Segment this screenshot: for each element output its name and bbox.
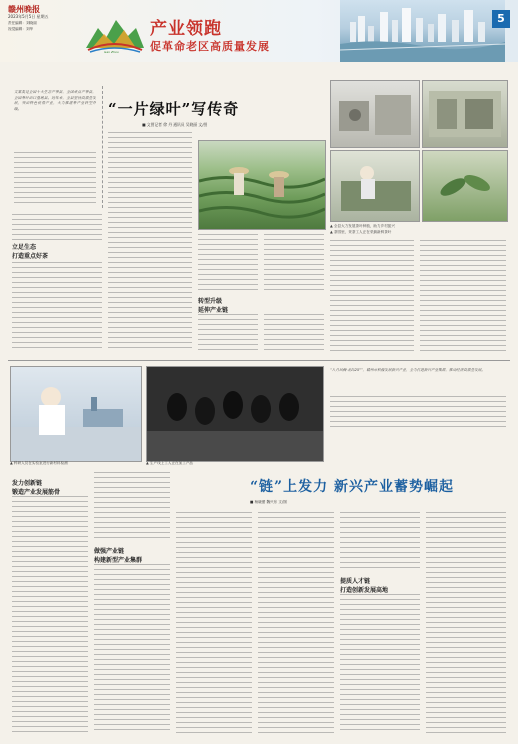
lab-photo (10, 366, 142, 462)
article1-photo-caption-1: ▲ 全县大力发展茶叶种植，助力乡村振兴 (330, 224, 395, 228)
section-divider (8, 360, 510, 361)
article1-col-1 (12, 214, 102, 240)
article1-subhead-1-line2: 打造重点好茶 (12, 253, 49, 260)
article1-subhead-2-line1: 转型升级 (198, 298, 223, 305)
article1-subhead-2 (198, 296, 324, 314)
article2-col-2 (94, 472, 170, 542)
article2-col-1 (12, 496, 88, 734)
article2-photo-caption-2: ▲ 生产线上工人正在加工产品 (146, 461, 194, 465)
date-line: 2023年5月5日 星期五 (8, 14, 49, 19)
article1-subhead-1-line1: 立足生态 (12, 244, 37, 251)
article2-photo-caption-1: ▲ 科研人员在实验室进行新材料检测 (10, 461, 68, 465)
article2-subhead-1-line2: 锻造产业发展筋骨 (12, 489, 61, 496)
article2-byline: ■ 杨晓蕾 魏兴东 文/图 (250, 500, 287, 504)
article2-headline-box (250, 476, 506, 505)
article2-subhead-2 (94, 546, 170, 564)
article2-col-5 (340, 512, 420, 572)
article1-col-5 (330, 240, 414, 352)
article2-subhead-2-line2: 构建新型产业集群 (94, 557, 143, 564)
tea-worker-photo (330, 150, 420, 222)
article1-col-1b (12, 262, 102, 352)
article2-subhead-2-line1: 做强产业链 (94, 548, 125, 555)
section-title: 产业领跑 (150, 19, 222, 39)
paper-name-logo: 赣州晚报 (8, 4, 40, 14)
article1-subhead-2-line2: 延伸产业链 (198, 307, 229, 314)
article1-intro-text: 文案类是全国十大生态产茶县，全国重点产茶县，全国茶叶出口基地县。近年来，全县坚持高质量发展，突出特色优势产业，大力推进茶产业转型升级。 (14, 90, 96, 111)
editor-line-1: 责任编辑：刘晓丽 (8, 21, 37, 25)
article1-subhead-1 (12, 242, 102, 260)
article1-photo-caption-2: ▲ 茶园里，采茶工人正在采摘新鲜茶叶 (330, 230, 392, 234)
article2-intro-lines (330, 396, 506, 428)
logo-caption: Gan Zhou (104, 50, 119, 54)
article1-col-6 (420, 240, 506, 352)
section-subtitle: 促革命老区高质量发展 (150, 40, 270, 53)
editor-line-2: 视觉编辑：刘华 (8, 27, 34, 31)
article2-col-2b (94, 564, 170, 734)
article2-subhead-1 (12, 478, 92, 496)
tea-garden-photo-1 (198, 140, 326, 230)
article1-col-4-below-photo (264, 234, 324, 294)
product-display-photo (146, 366, 324, 462)
article1-col-3b (198, 314, 258, 352)
article2-subhead-3-line1: 提质人才链 (340, 578, 371, 585)
article2-col-6 (426, 512, 506, 734)
article2-intro-box (330, 368, 506, 430)
page-number-badge: 5 (492, 10, 510, 28)
article2-subhead-1-line1: 发力创新链 (12, 480, 43, 487)
article1-byline: ■ 文图记者 徐 丹 通讯员 吴晓丽 文/图 (142, 122, 208, 127)
article2-intro-text: “八月风梅·北纬25°”，赣州市积极发展新兴产业，全力打造新兴产业集群，推动经济高质量发展。 (330, 368, 485, 372)
article1-headline: “一片绿叶”写传奇 (108, 100, 240, 118)
article1-intro-box (12, 86, 103, 208)
article1-intro-lines (14, 152, 96, 204)
article1-col-4b (264, 314, 324, 352)
city-skyline-photo (340, 0, 505, 62)
article2-col-4 (258, 512, 334, 734)
article2-col-3 (176, 512, 252, 734)
article2-col-5b (340, 594, 420, 734)
article2-subhead-3 (340, 576, 420, 594)
article1-col-2 (108, 132, 192, 352)
page-header (0, 0, 518, 62)
section-logo-icon (84, 14, 146, 54)
tea-factory-photo-1 (330, 80, 420, 148)
tea-factory-photo-2 (422, 80, 508, 148)
tea-leaf-photo (422, 150, 508, 222)
article2-headline: “链”上发力 新兴产业蓄势崛起 (250, 479, 454, 495)
article1-col-3-below-photo (198, 234, 258, 294)
article2-subhead-3-line2: 打造创新发展高地 (340, 587, 389, 594)
